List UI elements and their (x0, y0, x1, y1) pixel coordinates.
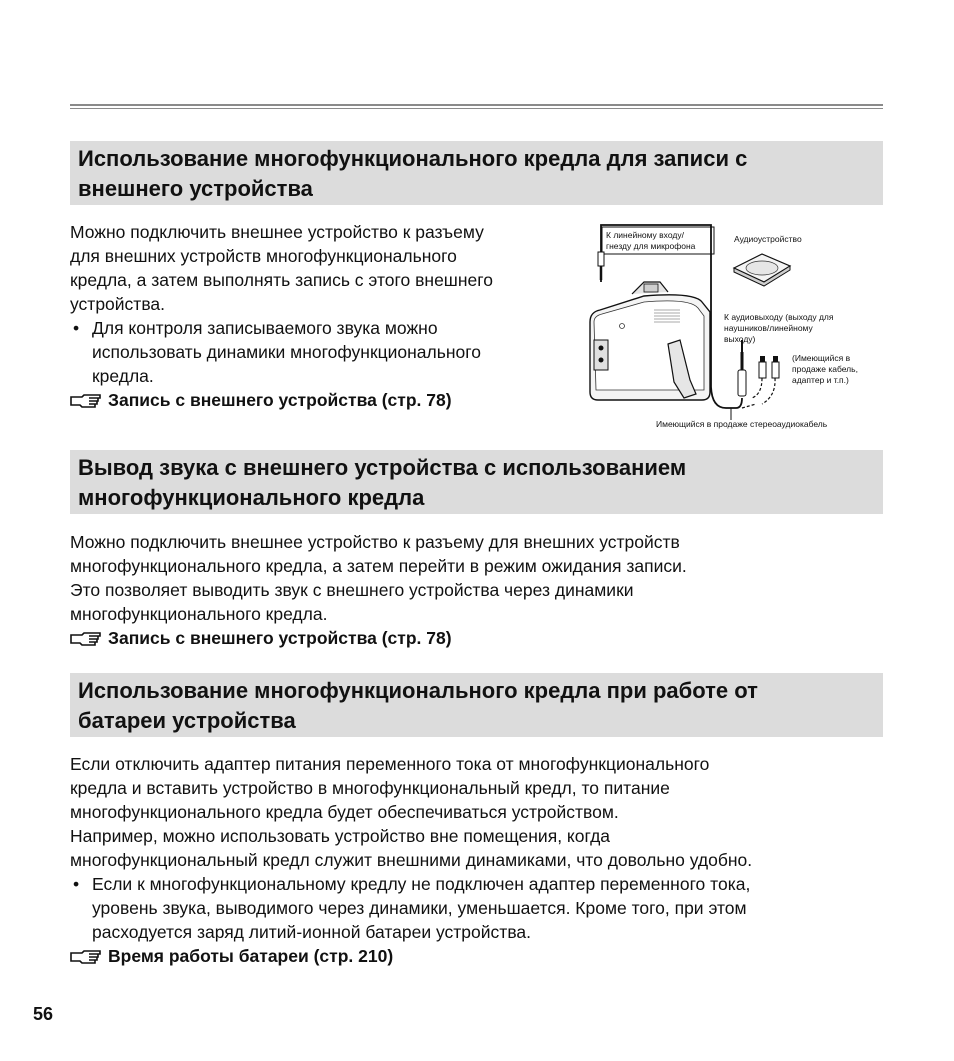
audio-player-illustration (734, 254, 790, 286)
section-3-bullet-line-1: • Если к многофункциональному кредлу не подключен адаптер переменного тока, (92, 874, 751, 894)
connection-diagram (584, 222, 884, 432)
section-1-body-line-1: Можно подключить внешнее устройство к разъему (70, 222, 484, 242)
label-adapter-line-1: (Имеющийся в (792, 353, 851, 363)
section-3-heading-line-1: Использование многофункционального кредла при работе от (78, 678, 758, 703)
section-1-reference[interactable] (70, 388, 570, 412)
section-2-body-line-2: многофункционального кредла, а затем перейти в режим ожидания записи. (70, 556, 687, 576)
section-1-body-line-3: кредла, а затем выполнять запись с этого внешнего (70, 270, 493, 290)
section-3-bullet (70, 872, 883, 944)
section-2-body-line-1: Можно подключить внешнее устройство к разъему для внешних устройств (70, 532, 680, 552)
section-3-body-line-3: многофункционального кредла будет обеспечиваться устройством. (70, 802, 619, 822)
section-1-body-line-2: для внешних устройств многофункционального (70, 246, 457, 266)
label-cable: Имеющийся в продаже стереоаудиокабель (656, 419, 828, 429)
section-1-reference-text: Запись с внешнего устройства (стр. 78) (108, 390, 452, 410)
label-output-line-1: К аудиовыходу (выходу для (724, 312, 834, 322)
label-output-line-2: наушников/линейному (724, 323, 813, 333)
section-3-body (70, 752, 883, 968)
label-output-line-3: выходу) (724, 334, 756, 344)
pointing-hand-icon (70, 630, 102, 646)
section-1-bullet-line-1: • Для контроля записываемого звука можно (92, 318, 438, 338)
section-3-body-line-4: Например, можно использовать устройство вне помещения, когда (70, 826, 611, 846)
section-1-bullet-line-3: кредла. (92, 366, 154, 386)
section-2-body (70, 530, 883, 650)
section-2-heading (70, 450, 883, 514)
section-3-body-line-5: многофункциональный кредл служит внешними динамиками, что довольно удобно. (70, 850, 753, 870)
adapter-plugs (752, 356, 779, 404)
section-3-reference-text: Время работы батареи (стр. 210) (108, 946, 394, 966)
section-1-bullet-line-2: использовать динамики многофункционального (92, 342, 481, 362)
section-3-bullet-line-2: уровень звука, выводимого через динамики, уменьшается. Кроме того, при этом (92, 898, 747, 918)
section-3-reference[interactable] (70, 944, 883, 968)
top-double-rule (70, 104, 883, 110)
section-1-heading-line-1: Использование многофункционального кредла для записи с (78, 146, 748, 171)
section-2-body-line-4: многофункционального кредла. (70, 604, 328, 624)
section-2-heading-line-2: многофункционального кредла (78, 485, 425, 510)
section-3-heading-line-2: батареи устройства (78, 708, 296, 733)
label-audio-device: Аудиоустройство (734, 234, 802, 244)
section-2-reference[interactable] (70, 626, 883, 650)
section-1-body (70, 220, 570, 412)
section-2-reference-text: Запись с внешнего устройства (стр. 78) (108, 628, 452, 648)
section-3-bullet-line-3: расходуется заряд литий-ионной батареи устройства. (92, 922, 532, 942)
section-3-body-line-2: кредла и вставить устройство в многофункциональный кредл, то питание (70, 778, 670, 798)
label-input-line-2: гнезду для микрофона (606, 241, 696, 251)
section-1-body-line-4: устройства. (70, 294, 166, 314)
section-2-heading-line-1: Вывод звука с внешнего устройства с использованием (78, 455, 687, 480)
section-1-bullet (70, 316, 570, 388)
label-adapter-line-3: адаптер и т.п.) (792, 375, 849, 385)
label-adapter-line-2: продаже кабель, (792, 364, 858, 374)
pointing-hand-icon (70, 392, 102, 408)
section-1-heading-line-2: внешнего устройства (78, 176, 313, 201)
section-2-body-line-3: Это позволяет выводить звук с внешнего устройства через динамики (70, 580, 634, 600)
section-1-heading (70, 141, 883, 205)
page-number: 56 (33, 1004, 54, 1024)
pointing-hand-icon (70, 948, 102, 964)
label-input-line-1: К линейному входу/ (606, 230, 684, 240)
section-3-body-line-1: Если отключить адаптер питания переменного тока от многофункционального (70, 754, 710, 774)
section-3-heading (70, 673, 883, 737)
